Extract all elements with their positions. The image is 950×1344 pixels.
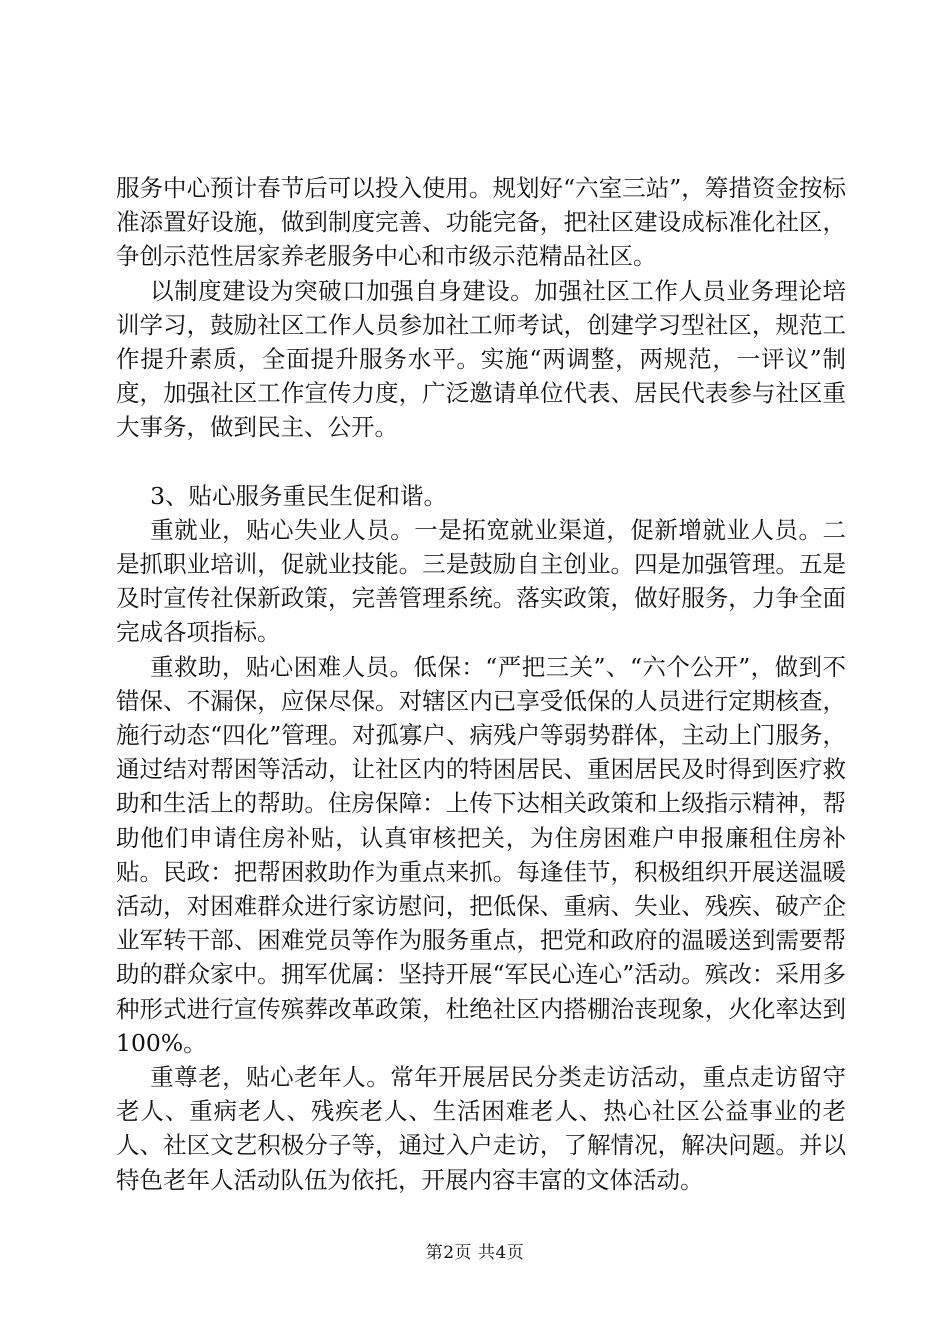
paragraph-assistance: 重救助，贴心困难人员。低保：“严把三关”、“六个公开”，做到不错保、不漏保，应保尽保。对辖区内已享受低保的人员进行定期核查，施行动态“四化”管理。对孤寡户、病残户等弱势群体，主动上门服务，通过结对帮困等活动，让社区内的特困居民、重困居民及时得到医疗救助和生活上的帮助。住房保障：上传下达相关政策和上级指示精神，帮助他们申请住房补贴，认真审核把关，为住房困难户申报廉租住房补贴。民政：把帮困救助作为重点来抓。每逢佳节，积极组织开展送温暖活动，对困难群众进行家访慰问，把低保、重病、失业、残疾、破产企业军转干部、困难党员等作为服务重点，把党和政府的温暖送到需要帮助的群众家中。拥军优属：坚持开展“军民心连心”活动。殡改：采用多种形式进行宣传殡葬改革政策，杜绝社区内搭棚治丧现象，火化率达到100%。 [116,652,846,1057]
section-heading-3: 3、贴心服务重民生促和谐。 [150,481,448,510]
paragraph-service-center: 服务中心预计春节后可以投入使用。规划好“六室三站”，筹措资金按标准添置好设施，做到制度完善、功能完备，把社区建设成标准化社区，争创示范性居家养老服务中心和市级示范精品社区。 [116,174,846,271]
paragraph-gap [116,445,846,479]
document-body [116,171,846,1197]
paragraph-employment: 重就业，贴心失业人员。一是拓宽就业渠道，促新增就业人员。二是抓职业培训，促就业技能。三是鼓励自主创业。四是加强管理。五是及时宣传社保新政策，完善管理系统。落实政策，做好服务，力争全面完成各项指标。 [116,515,846,647]
paragraph-elderly: 重尊老，贴心老年人。常年开展居民分类走访活动，重点走访留守老人、重病老人、残疾老人、生活困难老人、热心社区公益事业的老人、社区文艺积极分子等，通过入户走访，了解情况，解决问题。并以特色老年人活动队伍为依托，开展内容丰富的文体活动。 [116,1063,846,1194]
paragraph-system-building: 以制度建设为突破口加强自身建设。加强社区工作人员业务理论培训学习，鼓励社区工作人员参加社工师考试，创建学习型社区，规范工作提升素质，全面提升服务水平。实施“两调整，两规范，一评议”制度，加强社区工作宣传力度，广泛邀请单位代表、居民代表参与社区重大事务，做到民主、公开。 [116,276,846,442]
page-footer: 第2页 共4页 [425,1243,525,1263]
